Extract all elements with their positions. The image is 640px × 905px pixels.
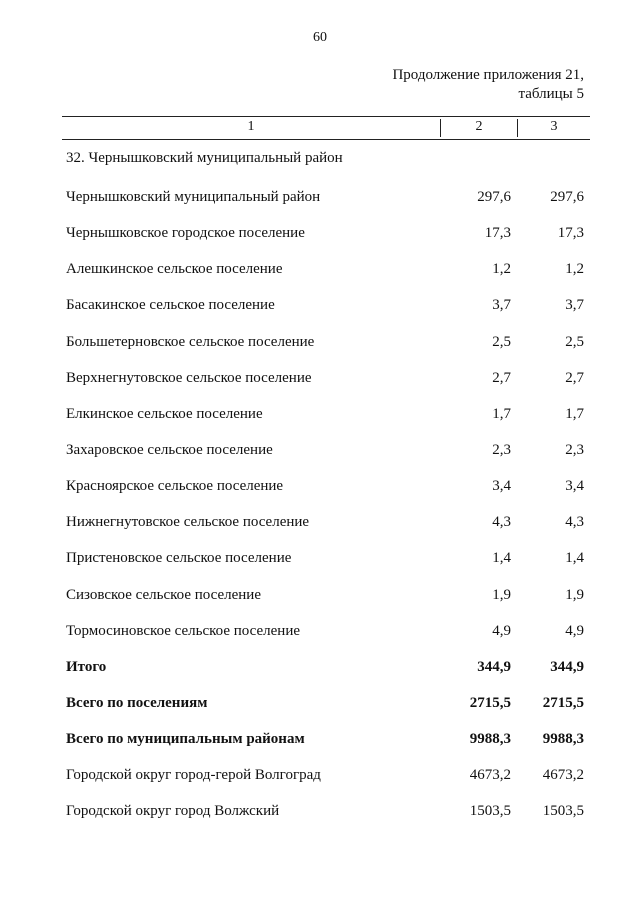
section-title: 32. Чернышковский муниципальный район (66, 150, 343, 166)
row-value-col3: 2,7 (565, 369, 584, 386)
row-value-col2: 1503,5 (469, 803, 511, 820)
table-row (66, 221, 586, 257)
row-value-col2: 3,7 (492, 297, 511, 314)
row-value-col2: 297,6 (477, 189, 511, 205)
table-row (66, 330, 586, 366)
row-name: Итого (66, 658, 107, 675)
row-value-col3: 3,4 (565, 478, 584, 495)
table-row (66, 510, 586, 546)
continuation-note (392, 66, 584, 104)
table-row (66, 619, 586, 655)
row-value-col3: 3,7 (565, 297, 584, 314)
row-value-col2: 4,9 (492, 622, 511, 639)
row-name: Городской округ город-герой Волгоград (66, 767, 321, 784)
row-value-col2: 17,3 (484, 225, 511, 242)
table-row (66, 583, 586, 619)
table-row (66, 691, 586, 727)
row-value-col2: 1,9 (492, 586, 511, 603)
row-value-col3: 1,7 (565, 405, 584, 422)
row-value-col3: 17,3 (557, 225, 584, 242)
table-row (66, 546, 586, 582)
row-value-col2: 9988,3 (469, 731, 511, 748)
row-name: Тормосиновское сельское поселение (66, 622, 301, 639)
table-column-header (62, 116, 590, 140)
row-name: Всего по муниципальным районам (66, 731, 305, 748)
row-value-col3: 2,3 (565, 441, 584, 458)
table-row (66, 438, 586, 474)
row-name: Красноярское сельское поселение (66, 478, 284, 495)
row-name: Басакинское сельское поселение (66, 297, 275, 314)
table-row (66, 655, 586, 691)
row-value-col3: 4,9 (565, 622, 584, 639)
table-row (66, 799, 586, 835)
row-value-col3: 2,5 (565, 333, 584, 350)
row-value-col3: 1503,5 (542, 803, 584, 820)
row-name: Большетерновское сельское поселение (66, 333, 315, 350)
row-value-col3: 2715,5 (542, 694, 584, 711)
row-name: Пристеновское сельское поселение (66, 550, 292, 567)
row-name: Сизовское сельское поселение (66, 586, 261, 603)
row-value-col2: 1,4 (492, 550, 511, 567)
row-name: Чернышковское городское поселение (66, 225, 305, 242)
row-name: Верхнегнутовское сельское поселение (66, 369, 312, 386)
row-value-col3: 1,9 (565, 586, 584, 603)
column-1-header: 1 (62, 119, 441, 137)
table-row (66, 763, 586, 799)
row-value-col3: 297,6 (550, 189, 584, 205)
continuation-line-2: таблицы 5 (518, 86, 584, 102)
row-value-col2: 4673,2 (469, 767, 511, 784)
column-2-header: 2 (441, 119, 518, 137)
row-value-col3: 344,9 (550, 658, 584, 675)
row-value-col2: 2,7 (492, 369, 511, 386)
row-value-col2: 4,3 (492, 514, 511, 531)
table-row (66, 185, 586, 221)
row-name: Нижнегнутовское сельское поселение (66, 514, 310, 531)
row-value-col2: 344,9 (477, 658, 511, 675)
continuation-line-1: Продолжение приложения 21, (392, 67, 584, 83)
row-value-col3: 4673,2 (542, 767, 584, 784)
table-row (66, 366, 586, 402)
row-name: Городской округ город Волжский (66, 803, 280, 820)
table-row (66, 474, 586, 510)
row-value-col3: 4,3 (565, 514, 584, 531)
row-value-col2: 2715,5 (469, 694, 511, 711)
column-3-header: 3 (550, 119, 558, 134)
row-name: Всего по поселениям (66, 694, 208, 711)
row-value-col3: 9988,3 (542, 731, 584, 748)
row-value-col2: 2,3 (492, 441, 511, 458)
row-value-col3: 1,2 (565, 261, 584, 278)
row-value-col2: 1,2 (492, 261, 511, 278)
row-value-col3: 1,4 (565, 550, 584, 567)
row-name: Захаровское сельское поселение (66, 441, 273, 458)
row-name: Алешкинское сельское поселение (66, 261, 283, 278)
row-name: Чернышковский муниципальный район (66, 189, 321, 205)
row-value-col2: 1,7 (492, 405, 511, 422)
table-row (66, 402, 586, 438)
table-row (66, 293, 586, 329)
row-value-col2: 2,5 (492, 333, 511, 350)
table-body (66, 185, 586, 836)
row-value-col2: 3,4 (492, 478, 511, 495)
page-number: 60 (313, 30, 327, 45)
row-name: Елкинское сельское поселение (66, 405, 263, 422)
table-row (66, 257, 586, 293)
table-row (66, 727, 586, 763)
